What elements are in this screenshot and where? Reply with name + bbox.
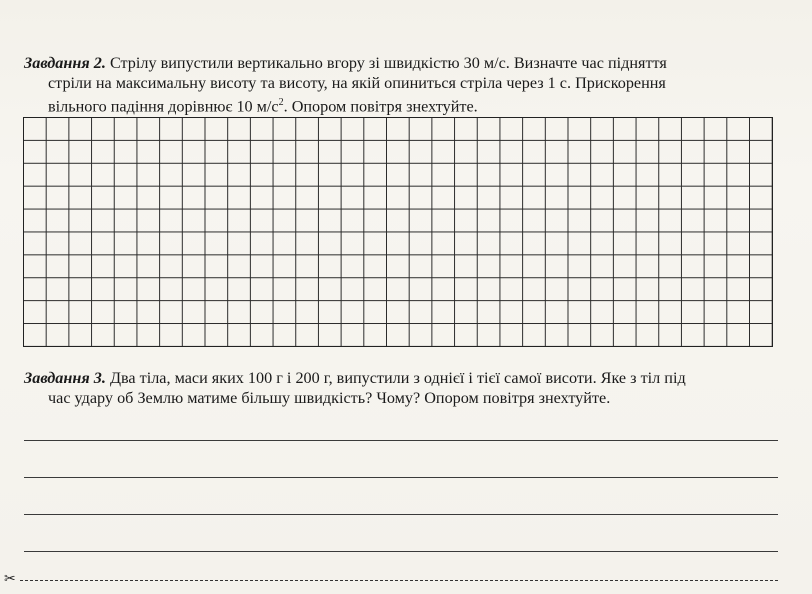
task-2-line-3 (24, 93, 784, 116)
task-3-text-1: Два тіла, маси яких 100 г і 200 г, випустили з однієї і тієї самої висоти. Яке з тіл під (109, 369, 686, 387)
task-2-line-1 (24, 53, 784, 73)
task-3-text-2: час удару об Землю матиме більшу швидкість? Чому? Опором повітря знехтуйте. (48, 389, 611, 407)
task-3 (24, 368, 784, 408)
task-2-text-2: стріли на максимальну висоту та висоту, на якій опиниться стріла через 1 с. Прискорення (48, 74, 666, 92)
task-3-label: Завдання 3. (24, 369, 106, 387)
task-2-text-3b: . Опором повітря знехтуйте. (283, 97, 478, 116)
scissors-icon: ✂ (4, 571, 16, 587)
task-2 (24, 53, 784, 116)
answer-line[interactable] (24, 551, 778, 552)
answer-line[interactable] (24, 440, 778, 441)
answer-line[interactable] (24, 514, 778, 515)
task-3-line-1 (24, 368, 784, 388)
answer-grid[interactable] (23, 117, 773, 347)
answer-line[interactable] (24, 477, 778, 478)
cut-line (20, 580, 778, 581)
task-2-label: Завдання 2. (24, 54, 106, 72)
task-2-text-1: Стрілу випустили вертикально вгору зі швидкістю 30 м/с. Визначте час підняття (109, 54, 667, 72)
task-2-text-3-sup: 2 (278, 97, 284, 108)
task-2-text-3a: вільного падіння дорівнює 10 м/с (48, 97, 279, 116)
